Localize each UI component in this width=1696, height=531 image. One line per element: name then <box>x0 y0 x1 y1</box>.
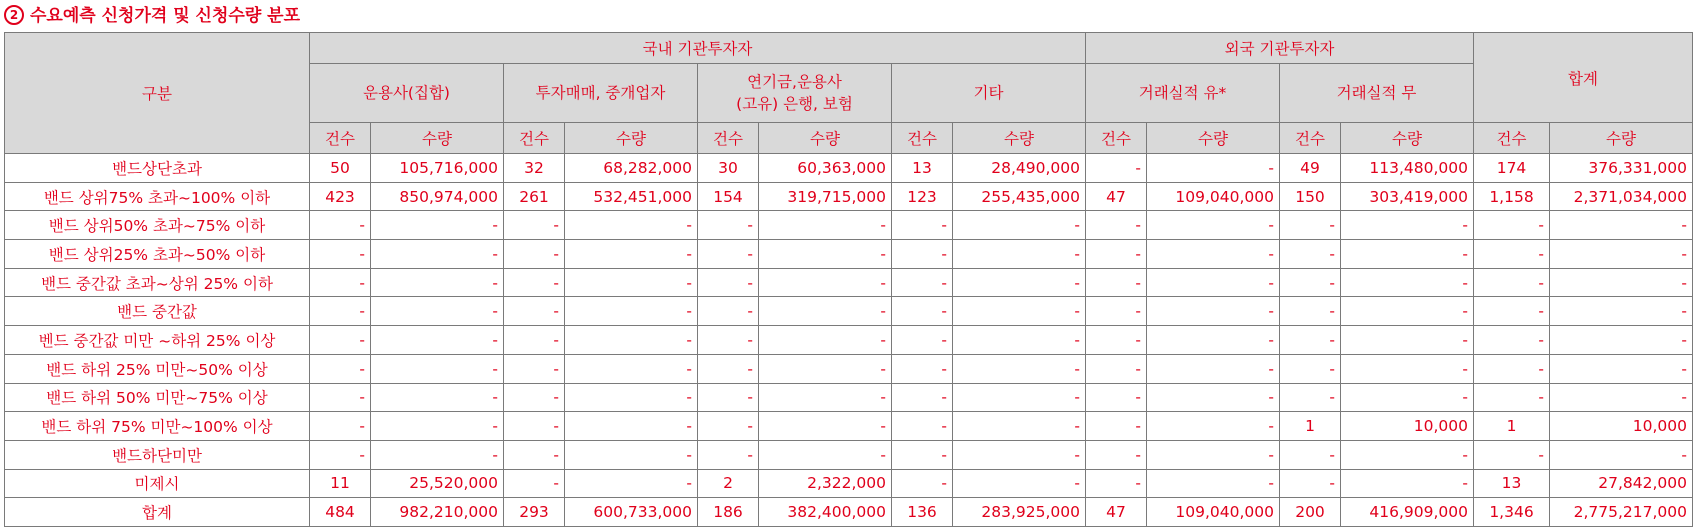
count-cell: - <box>698 297 759 326</box>
qty-cell: - <box>1341 240 1474 269</box>
count-cell: 2 <box>698 469 759 498</box>
qty-cell: - <box>565 240 698 269</box>
count-cell: - <box>698 412 759 441</box>
count-cell: 200 <box>1280 498 1341 527</box>
row-label: 밴드 중간값 초과~상위 25% 이하 <box>5 268 310 297</box>
count-cell: - <box>1474 268 1550 297</box>
qty-cell: - <box>953 440 1086 469</box>
count-cell: - <box>892 354 953 383</box>
row-label: 합계 <box>5 498 310 527</box>
qty-cell: 255,435,000 <box>953 182 1086 211</box>
row-label: 밴드하단미만 <box>5 440 310 469</box>
count-cell: 154 <box>698 182 759 211</box>
count-cell: - <box>1086 326 1147 355</box>
qty-cell: - <box>1341 469 1474 498</box>
qty-cell: - <box>1341 326 1474 355</box>
qty-cell: - <box>371 354 504 383</box>
qty-cell: - <box>953 211 1086 240</box>
table-row <box>5 498 1693 527</box>
count-cell: - <box>504 211 565 240</box>
count-cell: - <box>1280 326 1341 355</box>
count-cell: - <box>698 211 759 240</box>
count-cell: - <box>310 297 371 326</box>
qty-cell: 27,842,000 <box>1550 469 1693 498</box>
qty-cell: - <box>565 354 698 383</box>
count-cell: - <box>1280 383 1341 412</box>
row-label: 벤드 중간값 미만 ~하위 25% 이상 <box>5 326 310 355</box>
qty-cell: - <box>565 412 698 441</box>
qty-cell: - <box>1341 440 1474 469</box>
count-cell: 1 <box>1280 412 1341 441</box>
count-cell: 49 <box>1280 154 1341 183</box>
count-cell: 150 <box>1280 182 1341 211</box>
count-cell: - <box>1280 440 1341 469</box>
count-cell: - <box>310 240 371 269</box>
qty-cell: - <box>371 383 504 412</box>
count-cell: 293 <box>504 498 565 527</box>
count-cell: - <box>504 268 565 297</box>
count-cell: - <box>1086 383 1147 412</box>
table-row <box>5 268 1693 297</box>
header-category: 구분 <box>5 33 310 154</box>
qty-cell: 2,775,217,000 <box>1550 498 1693 527</box>
qty-cell: - <box>1147 440 1280 469</box>
qty-cell: - <box>371 211 504 240</box>
qty-cell: - <box>1550 268 1693 297</box>
subheader-count: 건수 <box>1086 123 1147 154</box>
count-cell: 484 <box>310 498 371 527</box>
table-row <box>5 412 1693 441</box>
table-row <box>5 440 1693 469</box>
subheader-qty: 수량 <box>953 123 1086 154</box>
table-row <box>5 469 1693 498</box>
qty-cell: - <box>371 240 504 269</box>
count-cell: - <box>310 326 371 355</box>
qty-cell: - <box>565 469 698 498</box>
table-row <box>5 354 1693 383</box>
header-group-pension <box>698 64 892 123</box>
qty-cell: 25,520,000 <box>371 469 504 498</box>
qty-cell: - <box>759 240 892 269</box>
qty-cell: 105,716,000 <box>371 154 504 183</box>
count-cell: - <box>892 240 953 269</box>
qty-cell: - <box>953 412 1086 441</box>
count-cell: - <box>698 440 759 469</box>
count-cell: - <box>1474 297 1550 326</box>
table-row <box>5 297 1693 326</box>
count-cell: 11 <box>310 469 371 498</box>
qty-cell: 376,331,000 <box>1550 154 1693 183</box>
row-label: 밴드 상위75% 초과~100% 이하 <box>5 182 310 211</box>
qty-cell: - <box>565 211 698 240</box>
row-label: 밴드상단초과 <box>5 154 310 183</box>
qty-cell: - <box>953 297 1086 326</box>
qty-cell: - <box>1550 211 1693 240</box>
header-group-broker: 투자매매, 중개업자 <box>504 64 698 123</box>
qty-cell: - <box>759 354 892 383</box>
header-group-pension-line1: 연기금,운용사 <box>747 73 842 91</box>
qty-cell: - <box>371 268 504 297</box>
count-cell: - <box>1086 211 1147 240</box>
table-row <box>5 211 1693 240</box>
header-domestic: 국내 기관투자자 <box>310 33 1086 64</box>
count-cell: - <box>892 326 953 355</box>
count-cell: - <box>1280 268 1341 297</box>
qty-cell: - <box>759 412 892 441</box>
table-row <box>5 383 1693 412</box>
count-cell: - <box>504 354 565 383</box>
count-cell: - <box>1474 440 1550 469</box>
count-cell: - <box>1086 440 1147 469</box>
qty-cell: - <box>565 326 698 355</box>
subheader-count: 건수 <box>1474 123 1550 154</box>
qty-cell: 10,000 <box>1341 412 1474 441</box>
count-cell: - <box>1280 297 1341 326</box>
qty-cell: - <box>953 383 1086 412</box>
qty-cell: - <box>759 383 892 412</box>
count-cell: - <box>892 211 953 240</box>
row-label: 밴드 중간값 <box>5 297 310 326</box>
count-cell: - <box>892 469 953 498</box>
qty-cell: - <box>1147 240 1280 269</box>
qty-cell: - <box>1550 326 1693 355</box>
qty-cell: - <box>953 326 1086 355</box>
count-cell: - <box>1086 240 1147 269</box>
qty-cell: - <box>1147 326 1280 355</box>
count-cell: 123 <box>892 182 953 211</box>
count-cell: - <box>310 354 371 383</box>
qty-cell: - <box>1147 469 1280 498</box>
count-cell: - <box>1474 326 1550 355</box>
qty-cell: - <box>1147 154 1280 183</box>
header-total: 합계 <box>1474 33 1693 123</box>
count-cell: 174 <box>1474 154 1550 183</box>
count-cell: - <box>1086 268 1147 297</box>
subheader-count: 건수 <box>504 123 565 154</box>
qty-cell: - <box>759 326 892 355</box>
count-cell: 186 <box>698 498 759 527</box>
qty-cell: - <box>371 440 504 469</box>
count-cell: - <box>1280 240 1341 269</box>
count-cell: - <box>1086 354 1147 383</box>
qty-cell: - <box>953 268 1086 297</box>
count-cell: 261 <box>504 182 565 211</box>
row-label: 밴드 하위 75% 미만~100% 이상 <box>5 412 310 441</box>
qty-cell: - <box>1550 354 1693 383</box>
count-cell: 1,346 <box>1474 498 1550 527</box>
qty-cell: 2,371,034,000 <box>1550 182 1693 211</box>
qty-cell: - <box>371 326 504 355</box>
qty-cell: - <box>565 440 698 469</box>
table-row <box>5 326 1693 355</box>
subheader-count: 건수 <box>310 123 371 154</box>
count-cell: - <box>892 268 953 297</box>
subheader-count: 건수 <box>698 123 759 154</box>
header-group-foreign-no-record: 거래실적 무 <box>1280 64 1474 123</box>
count-cell: 1 <box>1474 412 1550 441</box>
count-cell: 47 <box>1086 182 1147 211</box>
subheader-qty: 수량 <box>1147 123 1280 154</box>
qty-cell: - <box>1341 383 1474 412</box>
qty-cell: 416,909,000 <box>1341 498 1474 527</box>
count-cell: - <box>1280 469 1341 498</box>
count-cell: - <box>310 268 371 297</box>
qty-cell: 532,451,000 <box>565 182 698 211</box>
qty-cell: - <box>759 297 892 326</box>
count-cell: 32 <box>504 154 565 183</box>
header-group-foreign-with-record: 거래실적 유* <box>1086 64 1280 123</box>
count-cell: - <box>504 326 565 355</box>
count-cell: - <box>698 326 759 355</box>
count-cell: 30 <box>698 154 759 183</box>
qty-cell: - <box>1550 383 1693 412</box>
count-cell: - <box>892 412 953 441</box>
subheader-qty: 수량 <box>565 123 698 154</box>
count-cell: - <box>504 412 565 441</box>
qty-cell: - <box>1147 211 1280 240</box>
count-cell: 50 <box>310 154 371 183</box>
qty-cell: 109,040,000 <box>1147 182 1280 211</box>
count-cell: 136 <box>892 498 953 527</box>
qty-cell: - <box>1147 297 1280 326</box>
row-label: 밴드 상위25% 초과~50% 이하 <box>5 240 310 269</box>
section-title-text: 수요예측 신청가격 및 신청수량 분포 <box>30 6 301 26</box>
qty-cell: - <box>1550 240 1693 269</box>
count-cell: - <box>1086 297 1147 326</box>
subheader-count: 건수 <box>1280 123 1341 154</box>
count-cell: - <box>504 383 565 412</box>
qty-cell: 109,040,000 <box>1147 498 1280 527</box>
qty-cell: - <box>953 240 1086 269</box>
count-cell: - <box>698 383 759 412</box>
qty-cell: 68,282,000 <box>565 154 698 183</box>
qty-cell: 2,322,000 <box>759 469 892 498</box>
qty-cell: - <box>371 412 504 441</box>
subheader-qty: 수량 <box>759 123 892 154</box>
count-cell: - <box>310 383 371 412</box>
qty-cell: - <box>759 440 892 469</box>
qty-cell: 113,480,000 <box>1341 154 1474 183</box>
count-cell: - <box>698 268 759 297</box>
demand-forecast-table <box>4 32 1693 527</box>
subheader-qty: 수량 <box>371 123 504 154</box>
count-cell: - <box>1474 354 1550 383</box>
count-cell: 13 <box>1474 469 1550 498</box>
count-cell: 423 <box>310 182 371 211</box>
qty-cell: 382,400,000 <box>759 498 892 527</box>
header-group-asset-manager: 운용사(집합) <box>310 64 504 123</box>
qty-cell: - <box>1550 297 1693 326</box>
qty-cell: 600,733,000 <box>565 498 698 527</box>
count-cell: - <box>310 412 371 441</box>
qty-cell: 60,363,000 <box>759 154 892 183</box>
circled-number-icon: 2 <box>4 5 24 25</box>
count-cell: - <box>504 240 565 269</box>
count-cell: - <box>1474 383 1550 412</box>
row-label: 밴드 상위50% 초과~75% 이하 <box>5 211 310 240</box>
qty-cell: - <box>1341 211 1474 240</box>
count-cell: - <box>310 440 371 469</box>
subheader-qty: 수량 <box>1550 123 1693 154</box>
count-cell: - <box>1086 469 1147 498</box>
qty-cell: - <box>1147 268 1280 297</box>
section-title <box>4 2 300 30</box>
qty-cell: - <box>1147 412 1280 441</box>
row-label: 미제시 <box>5 469 310 498</box>
qty-cell: 283,925,000 <box>953 498 1086 527</box>
qty-cell: - <box>565 268 698 297</box>
table-row <box>5 154 1693 183</box>
qty-cell: - <box>1147 383 1280 412</box>
table-row <box>5 182 1693 211</box>
count-cell: 13 <box>892 154 953 183</box>
qty-cell: 982,210,000 <box>371 498 504 527</box>
count-cell: - <box>892 297 953 326</box>
qty-cell: - <box>1341 354 1474 383</box>
count-cell: - <box>504 297 565 326</box>
qty-cell: - <box>1341 297 1474 326</box>
count-cell: - <box>504 440 565 469</box>
row-label: 밴드 하위 50% 미만~75% 이상 <box>5 383 310 412</box>
subheader-qty: 수량 <box>1341 123 1474 154</box>
qty-cell: 28,490,000 <box>953 154 1086 183</box>
count-cell: - <box>1086 154 1147 183</box>
count-cell: - <box>504 469 565 498</box>
qty-cell: 850,974,000 <box>371 182 504 211</box>
count-cell: - <box>1086 412 1147 441</box>
count-cell: - <box>698 240 759 269</box>
qty-cell: - <box>1341 268 1474 297</box>
qty-cell: 319,715,000 <box>759 182 892 211</box>
header-group-pension-line2: (고유) 은행, 보험 <box>736 95 853 113</box>
header-foreign: 외국 기관투자자 <box>1086 33 1474 64</box>
qty-cell: - <box>759 211 892 240</box>
count-cell: - <box>1474 240 1550 269</box>
qty-cell: - <box>1147 354 1280 383</box>
count-cell: - <box>1474 211 1550 240</box>
subheader-count: 건수 <box>892 123 953 154</box>
count-cell: - <box>1280 354 1341 383</box>
qty-cell: - <box>953 469 1086 498</box>
row-label: 밴드 하위 25% 미만~50% 이상 <box>5 354 310 383</box>
qty-cell: 303,419,000 <box>1341 182 1474 211</box>
count-cell: - <box>310 211 371 240</box>
qty-cell: - <box>1550 440 1693 469</box>
count-cell: - <box>698 354 759 383</box>
qty-cell: - <box>371 297 504 326</box>
qty-cell: - <box>565 383 698 412</box>
count-cell: 47 <box>1086 498 1147 527</box>
count-cell: - <box>1280 211 1341 240</box>
qty-cell: 10,000 <box>1550 412 1693 441</box>
qty-cell: - <box>565 297 698 326</box>
count-cell: - <box>892 440 953 469</box>
qty-cell: - <box>953 354 1086 383</box>
header-group-other: 기타 <box>892 64 1086 123</box>
count-cell: 1,158 <box>1474 182 1550 211</box>
table-row <box>5 240 1693 269</box>
count-cell: - <box>892 383 953 412</box>
qty-cell: - <box>759 268 892 297</box>
